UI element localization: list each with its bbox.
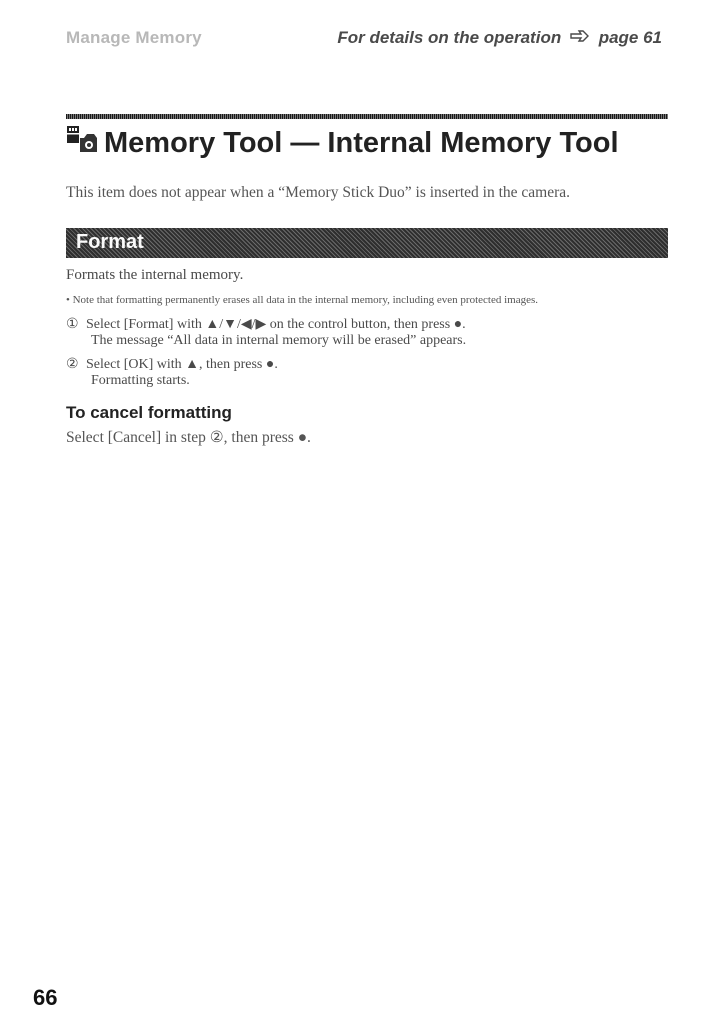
internal-memory-tool-icon: [66, 124, 104, 162]
step-detail: Formatting starts.: [91, 373, 190, 388]
format-note: • Note that formatting permanently erases all data in the internal memory, including even protected images.: [66, 294, 539, 306]
title-text: Memory Tool — Internal Memory Tool: [104, 126, 619, 159]
step-text: Select [Format] with ▲/▼/◀/▶ on the control button, then press ●.: [86, 317, 466, 332]
cancel-text: Select [Cancel] in step ②, then press ●.: [66, 429, 311, 446]
step-number: ②: [66, 357, 79, 372]
format-description: Formats the internal memory.: [66, 267, 244, 283]
section-label: Format: [76, 231, 144, 253]
page-reference: [337, 28, 662, 48]
cancel-heading: To cancel formatting: [66, 403, 232, 422]
step-detail: The message “All data in internal memory will be erased” appears.: [91, 333, 467, 348]
step-2: [66, 356, 278, 389]
section-header: Manage Memory: [66, 28, 202, 47]
intro-text: This item does not appear when a “Memory Stick Duo” is inserted in the camera.: [66, 184, 571, 201]
page-number: 66: [33, 985, 58, 1010]
step-1: [66, 316, 466, 349]
pointing-hand-reference-icon: [570, 28, 590, 48]
page-ref-link[interactable]: page 61: [598, 28, 662, 47]
step-number: ①: [66, 317, 79, 332]
step-text: Select [OK] with ▲, then press ●.: [86, 357, 278, 372]
header-rule: [66, 114, 668, 119]
details-text: For details on the operation: [337, 28, 562, 47]
format-section-bar: [66, 228, 668, 258]
page-title: [66, 124, 619, 162]
